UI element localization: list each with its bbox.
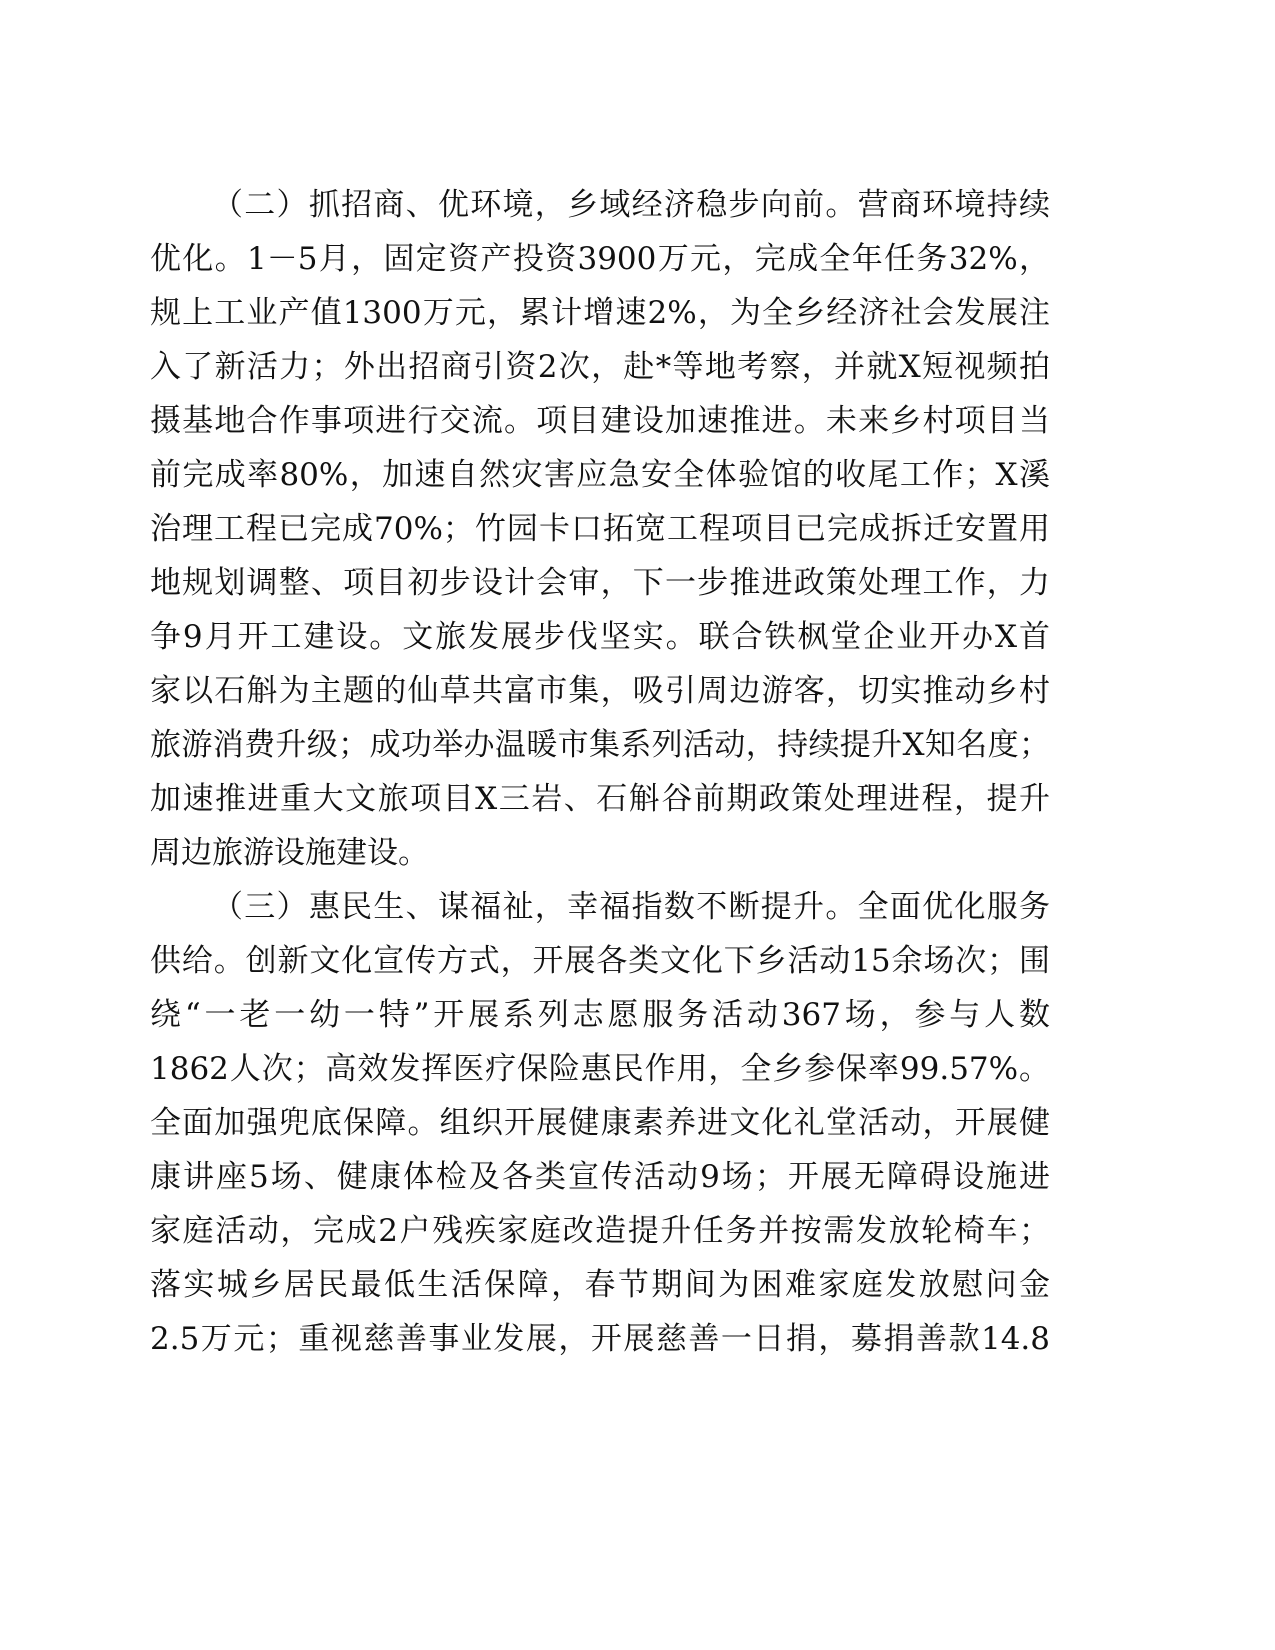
- paragraph-2-line-2: 优化。1－5月，固定资产投资3900万元，完成全年任务32%，: [150, 241, 1050, 277]
- paragraph-2-line-10: 家以石斛为主题的仙草共富市集，吸引周边游客，切实推动乡村: [150, 673, 1050, 709]
- paragraph-2-line-1: （二）抓招商、优环境，乡域经济稳步向前。营商环境持续: [212, 187, 1050, 223]
- paragraph-3-line-3: 绕“一老一幼一特”开展系列志愿服务活动367场，参与人数: [150, 997, 1050, 1033]
- paragraph-2-line-9: 争9月开工建设。文旅发展步伐坚实。联合铁枫堂企业开办X首: [150, 619, 1050, 655]
- paragraph-2-line-11: 旅游消费升级；成功举办温暖市集系列活动，持续提升X知名度；: [150, 727, 1050, 763]
- paragraph-2-line-4: 入了新活力；外出招商引资2次，赴*等地考察，并就X短视频拍: [150, 349, 1050, 385]
- paragraph-3-line-1: （三）惠民生、谋福祉，幸福指数不断提升。全面优化服务: [212, 889, 1050, 925]
- paragraph-3-line-2: 供给。创新文化宣传方式，开展各类文化下乡活动15余场次；围: [150, 943, 1050, 979]
- paragraph-2-line-5: 摄基地合作事项进行交流。项目建设加速推进。未来乡村项目当: [150, 403, 1050, 439]
- paragraph-2-line-8: 地规划调整、项目初步设计会审，下一步推进政策处理工作，力: [150, 565, 1050, 601]
- paragraph-2-line-3: 规上工业产值1300万元，累计增速2%，为全乡经济社会发展注: [150, 295, 1050, 331]
- paragraph-2-line-13: 周边旅游设施建设。: [150, 835, 429, 871]
- paragraph-3-line-6: 康讲座5场、健康体检及各类宣传活动9场；开展无障碍设施进: [150, 1159, 1050, 1195]
- paragraph-2-line-6: 前完成率80%，加速自然灾害应急安全体验馆的收尾工作；X溪: [150, 457, 1050, 493]
- document-body: [150, 178, 1050, 1366]
- paragraph-2-line-12: 加速推进重大文旅项目X三岩、石斛谷前期政策处理进程，提升: [150, 781, 1050, 817]
- paragraph-3-line-5: 全面加强兜底保障。组织开展健康素养进文化礼堂活动，开展健: [150, 1105, 1050, 1141]
- paragraph-2-line-7: 治理工程已完成70%；竹园卡口拓宽工程项目已完成拆迁安置用: [150, 511, 1050, 547]
- paragraph-3-line-9: 2.5万元；重视慈善事业发展，开展慈善一日捐，募捐善款14.8: [150, 1321, 1050, 1357]
- paragraph-3-line-4: 1862人次；高效发挥医疗保险惠民作用，全乡参保率99.57%。: [150, 1051, 1050, 1087]
- paragraph-3-line-7: 家庭活动，完成2户残疾家庭改造提升任务并按需发放轮椅车；: [150, 1213, 1050, 1249]
- paragraph-3-line-8: 落实城乡居民最低生活保障，春节期间为困难家庭发放慰问金: [150, 1267, 1050, 1303]
